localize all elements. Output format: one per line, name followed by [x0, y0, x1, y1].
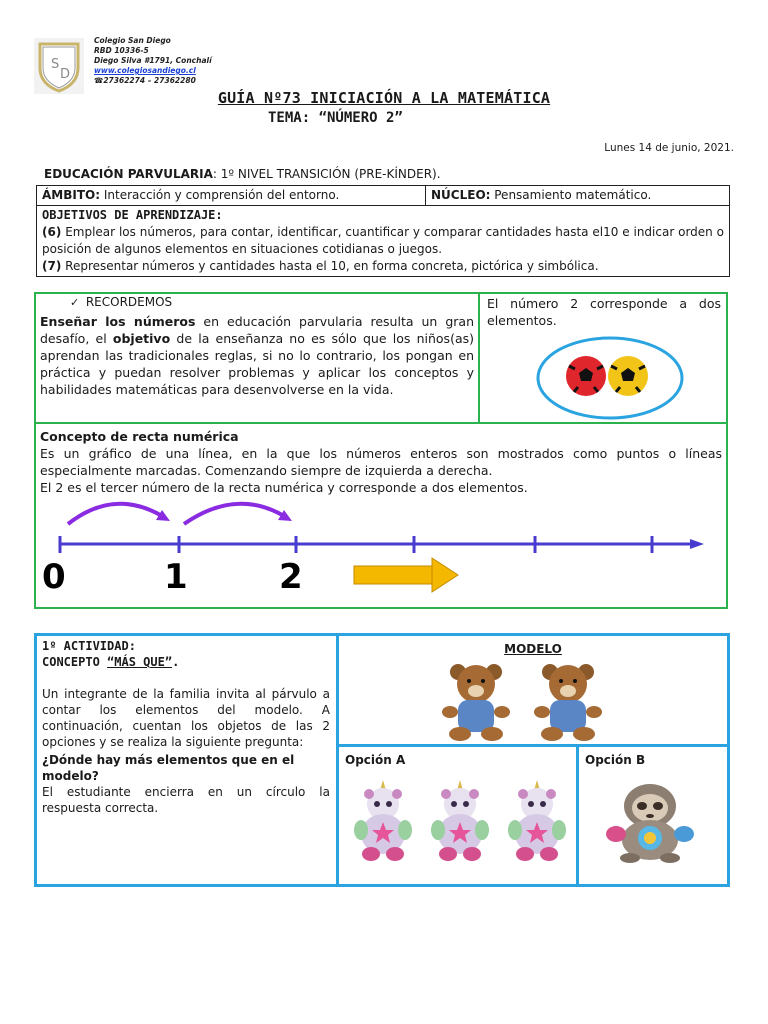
two-balls-image: [536, 336, 684, 424]
recta-definition: Es un gráfico de una línea, en la que los números enteros son mostrados como puntos o líneas especialmente marcadas. Comenzando siempre de izquierda a derecha.: [40, 446, 722, 478]
activity-instructions: Un integrante de la familia invita al párvulo a contar los elementos del modelo. A continuación, cuentan los objetos de las 2 opciones y se realiza la siguiente pregunta:: [42, 687, 330, 749]
school-logo: [34, 38, 84, 94]
guide-title: GUÍA Nº73 INICIACIÓN A LA MATEMÁTICA: [217, 89, 551, 107]
number-line: [36, 496, 726, 600]
school-info: [94, 36, 212, 86]
guide-date: Lunes 14 de junio, 2021.: [604, 142, 734, 154]
yellow-arrow-icon: [354, 558, 458, 592]
option-a-unicorns-image[interactable]: [345, 778, 575, 868]
option-b-label: Opción B: [585, 753, 646, 767]
recta-concept: [40, 428, 722, 496]
logo-letter-s: S: [51, 57, 60, 72]
jump-arc-2: [184, 504, 284, 524]
options-divider: [576, 747, 579, 884]
recordemos-label: RECORDEMOS: [85, 295, 173, 309]
objective-6: (6) Emplear los números, para contar, identificar, cuantificar y comparar cantidades hasta el10 e indicar orden o posición de algunos elementos en situaciones cotidianas o juegos.: [42, 225, 724, 256]
activity-answer-instructions: El estudiante encierra en un círculo la respuesta correcta.: [42, 785, 330, 815]
unicorn-plush-icon: [354, 780, 412, 861]
recta-third-number: El 2 es el tercer número de la recta numérica y corresponde a dos elementos.: [40, 480, 528, 495]
education-label: EDUCACIÓN PARVULARIA: [44, 167, 213, 181]
recordemos-paragraph: Enseñar los números en educación parvularia resulta un gran desafío, el objetivo de la enseñanza no es sólo que los niños(as) aprendan las tradicionales reglas, si no lo contrario, los pongan en práctica y puedan resolver problemas y aplicar los conceptos y habilidades matemáticas para desenvolverse en la vida.: [40, 314, 474, 397]
number-1-label: 1: [164, 557, 188, 596]
yellow-ball-icon: [608, 356, 648, 396]
objectives-heading: OBJETIVOS DE APRENDIZAJE:: [42, 208, 223, 222]
recordemos-heading: [70, 295, 172, 309]
modelo-bears-image: [436, 660, 616, 746]
school-website-link[interactable]: www.colegiosandiego.cl: [94, 66, 196, 75]
education-value: : 1º NIVEL TRANSICIÓN (PRE-KÍNDER).: [212, 167, 441, 181]
school-phone: ☎27362274 – 27362280: [94, 76, 196, 85]
ambito-cell: ÁMBITO: Interacción y comprensión del entorno.: [37, 186, 426, 206]
objectives-cell: [37, 206, 730, 277]
objective-7: (7) Representar números y cantidades hasta el 10, en forma concreta, pictórica y simbólica.: [42, 259, 599, 273]
number-0-label: 0: [42, 557, 66, 596]
unicorn-plush-icon: [431, 780, 489, 861]
numero-dos-text: El número 2 corresponde a dos elementos.: [487, 296, 721, 328]
jump-arc-1: [68, 504, 162, 524]
check-icon: ✓: [70, 296, 80, 309]
education-level: [44, 167, 441, 181]
number-2-label: 2: [279, 557, 303, 596]
nucleo-cell: NÚCLEO: Pensamiento matemático.: [426, 186, 730, 206]
school-address: Diego Silva #1791, Conchalí: [94, 56, 212, 65]
red-ball-icon: [566, 356, 606, 396]
option-a-label: Opción A: [345, 753, 406, 767]
modelo-label: MODELO: [504, 642, 562, 656]
logo-letter-d: D: [60, 67, 71, 82]
guide-subtitle: TEMA: “NÚMERO 2”: [268, 110, 403, 126]
teddy-bear-icon: [442, 664, 510, 741]
school-rbd: RBD 10336-5: [94, 46, 149, 55]
activity-text: [42, 638, 330, 816]
option-b-sloth-image[interactable]: [598, 778, 702, 868]
unicorn-plush-icon: [508, 780, 566, 861]
teddy-bear-icon: [534, 664, 602, 741]
activity-heading: 1º ACTIVIDAD:: [42, 639, 136, 653]
activity-concept: CONCEPTO “MÁS QUE”.: [42, 655, 180, 669]
objectives-table: [36, 185, 730, 277]
activity-divider-vertical: [336, 636, 339, 884]
recta-heading: Concepto de recta numérica: [40, 429, 239, 444]
activity-question: ¿Dónde hay más elementos que en el modelo?: [42, 753, 295, 783]
sloth-toy-icon: [606, 784, 694, 863]
school-name: Colegio San Diego: [94, 36, 171, 45]
